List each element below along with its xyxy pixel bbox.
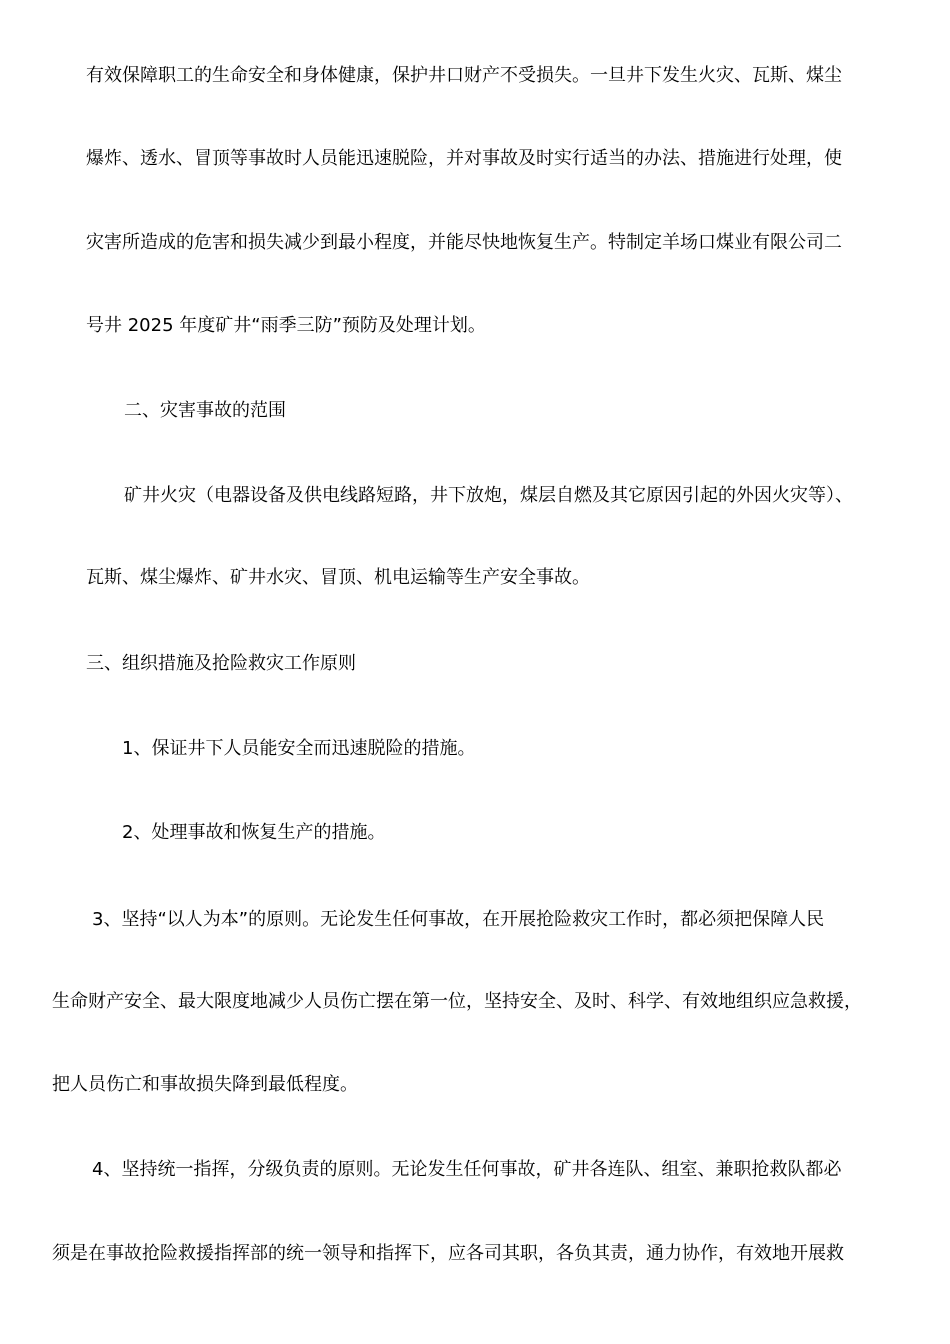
paragraph-line-9: 须是在事故抢险救援指挥部的统一领导和指挥下，应各司其职，各负其责，通力协作，有效地开展救	[52, 1243, 844, 1264]
paragraph-line-5: 矿井火灾（电器设备及供电线路短路，井下放炮，煤层自燃及其它原因引起的外因火灾等）、	[124, 485, 853, 506]
paragraph-line-3: 灾害所造成的危害和损失减少到最小程度，并能尽快地恢复生产。特制定羊场口煤业有限公司二	[86, 232, 842, 253]
list-item-3: 3、坚持“以人为本”的原则。无论发生任何事故，在开展抢险救灾工作时，都必须把保障人民	[92, 909, 825, 930]
list-item-4: 4、坚持统一指挥，分级负责的原则。无论发生任何事故，矿井各连队、组室、兼职抢救队都必	[92, 1159, 842, 1180]
paragraph-line-6: 瓦斯、煤尘爆炸、矿井水灾、冒顶、机电运输等生产安全事故。	[86, 567, 590, 588]
paragraph-line-7: 生命财产安全、最大限度地减少人员伤亡摆在第一位，坚持安全、及时、科学、有效地组织应急救援，	[52, 991, 862, 1012]
paragraph-line-8: 把人员伤亡和事故损失降到最低程度。	[52, 1074, 358, 1095]
paragraph-line-1: 有效保障职工的生命安全和身体健康，保护井口财产不受损失。一旦井下发生火灾、瓦斯、煤尘	[86, 65, 842, 86]
section-heading-3: 三、组织措施及抢险救灾工作原则	[86, 653, 356, 674]
list-item-2: 2、处理事故和恢复生产的措施。	[122, 822, 386, 843]
list-item-1: 1、保证井下人员能安全而迅速脱险的措施。	[122, 738, 476, 759]
paragraph-line-2: 爆炸、透水、冒顶等事故时人员能迅速脱险，并对事故及时实行适当的办法、措施进行处理，使	[86, 148, 842, 169]
section-heading-2: 二、灾害事故的范围	[124, 400, 286, 421]
paragraph-line-4: 号井 2025 年度矿井“雨季三防”预防及处理计划。	[86, 315, 486, 336]
